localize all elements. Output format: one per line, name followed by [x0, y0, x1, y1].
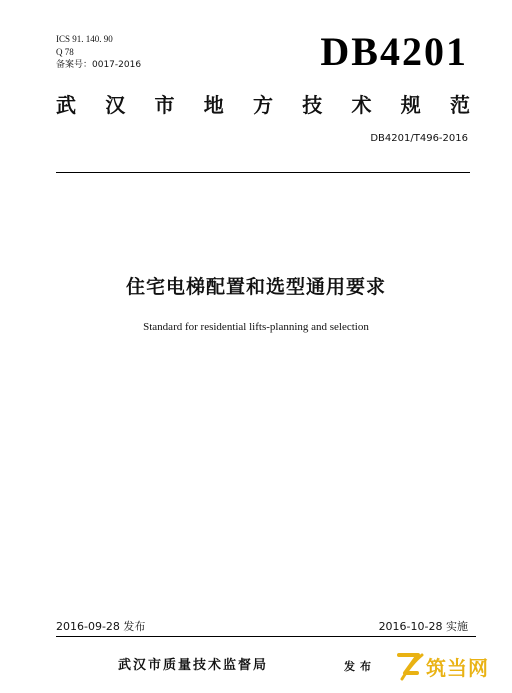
implementation-date: 2016-10-28 实施: [378, 620, 468, 633]
classification-code: Q 78: [56, 47, 74, 57]
watermark-text: 筑当网: [426, 656, 489, 680]
watermark: [396, 648, 508, 688]
issuer-level-char: 术: [351, 93, 372, 117]
issuer-level-char: 范: [450, 93, 470, 117]
issuer-level-char: 汉: [105, 93, 126, 117]
issue-date: 2016-09-28 发布: [56, 620, 146, 633]
issuer-level-char: 市: [154, 93, 175, 117]
issuer-level-title: [56, 90, 470, 120]
issuer-level-char: 地: [203, 93, 224, 117]
issuer-level-char: 技: [302, 93, 323, 117]
publish-label: 发布: [344, 660, 376, 673]
title-english: Standard for residential lifts-planning and selection: [143, 321, 369, 333]
document-number: DB4201/T496-2016: [370, 133, 468, 144]
title-chinese: 住宅电梯配置和选型通用要求: [125, 276, 386, 298]
header-divider: [56, 172, 470, 173]
zd-logo-icon: [396, 651, 424, 685]
ics-code: ICS 91. 140. 90: [56, 34, 113, 44]
standard-code: DB4201: [320, 29, 468, 74]
record-number: 备案号：0017-2016: [56, 60, 142, 70]
issuer-level-char: 武: [56, 93, 76, 117]
issuer-level-char: 方: [253, 93, 273, 117]
footer-divider: [56, 636, 476, 637]
publisher-name: 武汉市质量技术监督局: [118, 658, 269, 673]
issuer-level-char: 规: [400, 93, 421, 117]
